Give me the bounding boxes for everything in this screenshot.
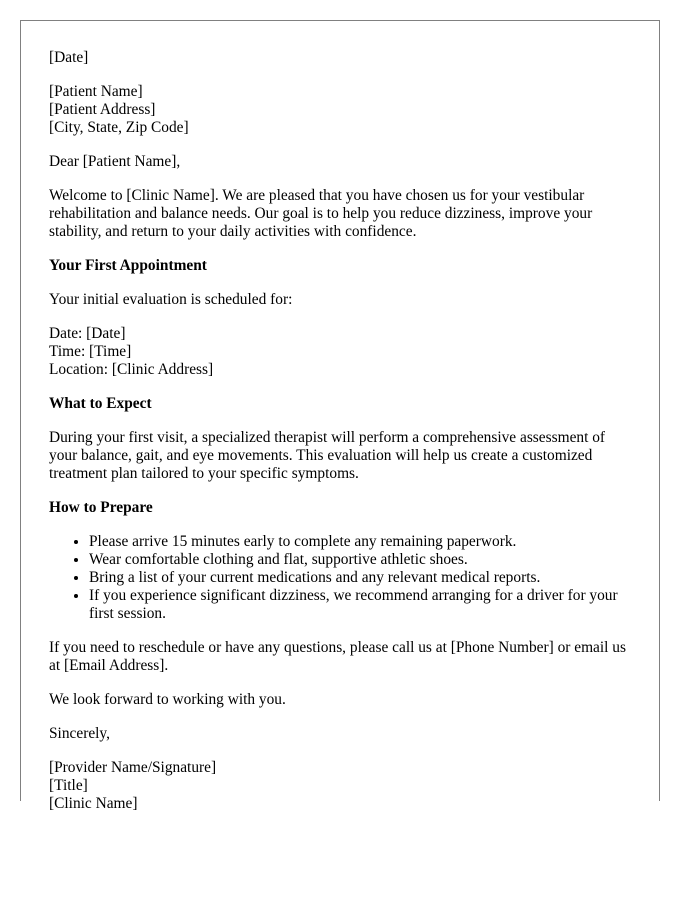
what-to-expect-paragraph: During your first visit, a specialized therapist will perform a comprehensive assessment of your balance, gait, and eye movements. This evaluation will help us create a customized treatment plan tailored to your specific symptoms. [49,429,606,482]
recipient-block [49,83,631,137]
contact-paragraph: If you need to reschedule or have any questions, please call us at [Phone Number] or email us at [Email Address]. [49,639,626,674]
prepare-list-item: • If you experience significant dizziness, we recommend arranging for a driver for your first session. [89,587,631,623]
appointment-time: Time: [Time] [49,343,132,360]
signature-title: [Title] [49,777,88,794]
prepare-list [49,533,631,623]
first-appointment-lead: Your initial evaluation is scheduled for: [49,291,293,308]
letter-date: [Date] [49,49,89,66]
prepare-list-item: • Bring a list of your current medications and any relevant medical reports. [89,569,631,587]
letter-body [21,21,659,813]
recipient-address: [Patient Address] [49,101,156,118]
recipient-city-state-zip: [City, State, Zip Code] [49,119,189,136]
prepare-list-item: • Please arrive 15 minutes early to complete any remaining paperwork. [89,533,631,551]
appointment-details [49,325,631,379]
salutation: Dear [Patient Name], [49,153,181,170]
intro-paragraph: Welcome to [Clinic Name]. We are pleased that you have chosen us for your vestibular rehabilitation and balance needs. Our goal is to help you reduce dizziness, improve your stability, and return to your daily activities with confidence. [49,187,593,240]
sign-off: Sincerely, [49,725,110,742]
how-to-prepare-heading: How to Prepare [49,499,153,516]
what-to-expect-heading: What to Expect [49,395,152,412]
signature-block [49,759,631,813]
closing-line: We look forward to working with you. [49,691,286,708]
recipient-name: [Patient Name] [49,83,143,100]
appointment-location: Location: [Clinic Address] [49,361,214,378]
prepare-list-item: • Wear comfortable clothing and flat, supportive athletic shoes. [89,551,631,569]
first-appointment-heading: Your First Appointment [49,257,207,274]
letter-page [20,20,660,812]
signature-name: [Provider Name/Signature] [49,759,217,776]
appointment-date: Date: [Date] [49,325,126,342]
signature-clinic: [Clinic Name] [49,795,138,812]
